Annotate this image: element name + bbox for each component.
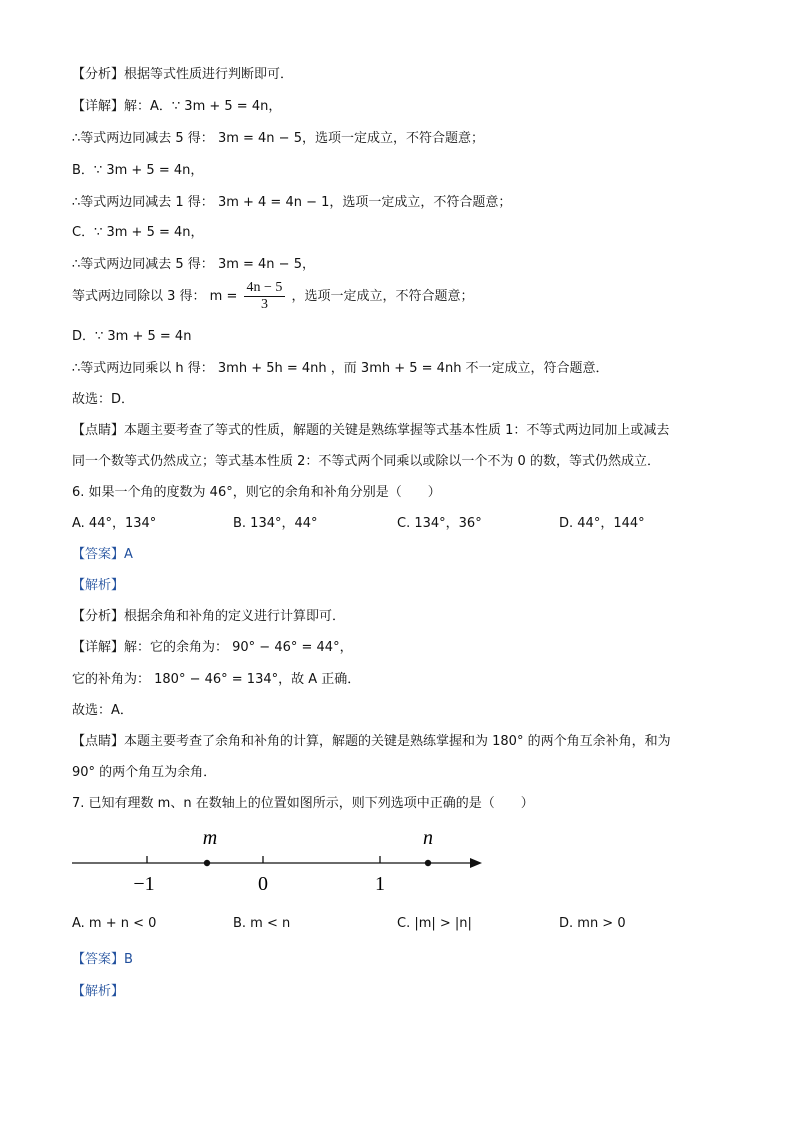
option-a: A. m + n < 0 (72, 916, 157, 931)
option-c: C. 134°，36° (397, 516, 482, 531)
arrow-head (470, 858, 482, 868)
text-line: 故选：A． (72, 703, 133, 718)
text-line: 【点睛】本题主要考查了等式的性质，解题的关键是熟练掌握等式基本性质 1：不等式两边同加上或减去 (72, 423, 670, 438)
fraction (244, 280, 286, 313)
point-n (425, 860, 431, 866)
fraction-line (72, 280, 474, 314)
tick-label: 1 (375, 873, 385, 895)
text-line: ∴等式两边同减去 5 得： 3m = 4n − 5，选项一定成立，不符合题意； (72, 131, 484, 146)
option-c: C. |m| > |n| (397, 916, 472, 931)
text-line: D．∵ 3m + 5 = 4n (72, 329, 192, 344)
text-line: 90° 的两个角互为余角． (72, 765, 217, 780)
text-segment: ，选项一定成立，不符合题意； (291, 289, 474, 304)
option-a: A. 44°，134° (72, 516, 157, 531)
label-m: m (202, 827, 218, 849)
text-line: ∴等式两边同乘以 h 得： 3mh + 5h = 4nh ，而 3mh + 5 = 4nh 不一定成立，符合题意． (72, 361, 609, 376)
text-line: 【详解】解：它的余角为： 90° − 46° = 44°， (72, 640, 353, 655)
text-line: ∴等式两边同减去 1 得： 3m + 4 = 4n − 1，选项一定成立，不符合题意； (72, 195, 512, 210)
fraction-denominator: 3 (260, 297, 268, 312)
point-m (204, 860, 210, 866)
text-line: 它的补角为： 180° − 46° = 134°，故 A 正确． (72, 672, 361, 687)
question-7: 7. 已知有理数 m、n 在数轴上的位置如图所示，则下列选项中正确的是（ ） (72, 796, 534, 811)
fraction-numerator: 4n − 5 (244, 280, 286, 297)
text-line: B．∵ 3m + 5 = 4n， (72, 163, 204, 178)
text-line: 【详解】解：A．∵ 3m + 5 = 4n， (72, 99, 282, 114)
text-line: ∴等式两边同减去 5 得： 3m = 4n − 5， (72, 257, 315, 272)
text-line: 【点睛】本题主要考查了余角和补角的计算，解题的关键是熟练掌握和为 180° 的两个角互余补角，和为 (72, 734, 671, 749)
answer-label: 【答案】A (72, 547, 133, 562)
option-d: D. mn > 0 (559, 916, 626, 931)
text-line: 故选：D． (72, 392, 135, 407)
option-b: B. 134°，44° (233, 516, 318, 531)
tick-label: −1 (133, 873, 155, 895)
answer-label: 【答案】B (72, 952, 133, 967)
tick-label: 0 (258, 873, 268, 895)
text-line: 【分析】根据余角和补角的定义进行计算即可． (72, 609, 346, 624)
option-b: B. m < n (233, 916, 291, 931)
analysis-label: 【解析】 (72, 578, 125, 593)
text-line: 【分析】根据等式性质进行判断即可． (72, 67, 294, 82)
option-d: D. 44°，144° (559, 516, 645, 531)
label-n: n (423, 827, 433, 849)
text-line: C．∵ 3m + 5 = 4n， (72, 225, 204, 240)
text-line: 同一个数等式仍然成立；等式基本性质 2：不等式两个同乘以或除以一个不为 0 的数，等式仍然成立． (72, 454, 660, 469)
number-line-figure (60, 820, 500, 900)
analysis-label: 【解析】 (72, 984, 125, 999)
question-6: 6. 如果一个角的度数为 46°，则它的余角和补角分别是（ ） (72, 485, 441, 500)
text-segment: 等式两边同除以 3 得： m = (72, 289, 238, 304)
